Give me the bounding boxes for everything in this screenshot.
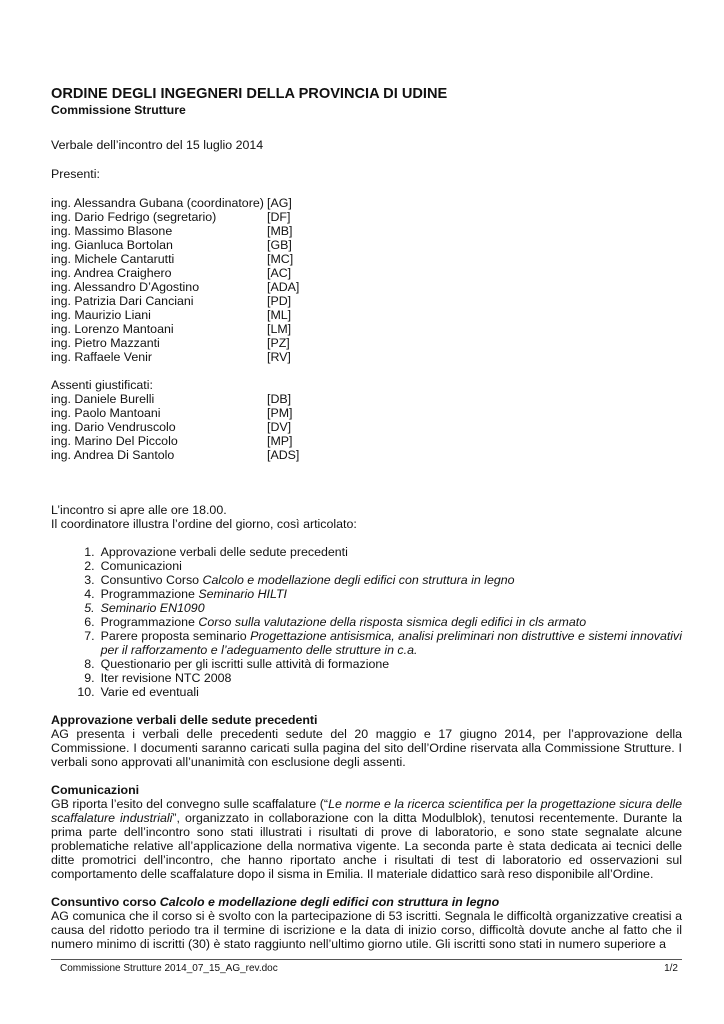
present-name: ing. Michele Cantarutti [51, 252, 175, 266]
present-row [51, 294, 682, 308]
agenda-item-plain: Approvazione verbali delle sedute precedenti [100, 545, 348, 559]
agenda-item-plain: Consuntivo Corso [100, 573, 203, 587]
present-name: ing. Andrea Craighero [51, 266, 172, 280]
agenda-item-number: 3. [84, 573, 95, 587]
present-row [51, 280, 682, 294]
absent-code: [ADS] [267, 448, 300, 462]
agenda-item [51, 587, 682, 601]
present-code: [AC] [267, 266, 292, 280]
agenda-item-number: 9. [84, 671, 95, 685]
present-row [51, 322, 682, 336]
agenda-item-number: 7. [84, 629, 95, 643]
absent-name: ing. Andrea Di Santolo [51, 448, 175, 462]
agenda-item-plain: Questionario per gli iscritti sulle attività di formazione [100, 657, 390, 671]
agenda-item-number: 8. [84, 657, 95, 671]
footer-filename: Commissione Strutture 2014_07_15_AG_rev.doc [60, 963, 278, 974]
agenda-item-italic: Progettazione antisismica, analisi preliminari non distruttive e sistemi innovativi per il rafforzamento e l’adeguamento delle strutture in c.a. [100, 629, 682, 657]
agenda-item-italic: Seminario HILTI [198, 587, 287, 601]
agenda-item-number: 10. [77, 685, 95, 699]
present-row [51, 336, 682, 350]
section-text-consuntivo: AG comunica che il corso si è svolto con la partecipazione di 53 iscritti. Segnala le difficoltà organizzative creatisi a causa del ridotto periodo tra il termine di iscrizione e la data di inizio corso, difficoltà dovute anche al fatto che il numero minimo di iscritti (30) è stato raggiunto nell’ultimo giorno utile. Gli iscritti sono stati in numero superiore a [51, 909, 682, 951]
agenda-list [51, 545, 682, 699]
footer-page-number: 1/2 [664, 963, 678, 974]
agenda-item-text [95, 657, 682, 671]
present-name: ing. Alessandra Gubana (coordinatore) [51, 196, 264, 210]
present-name: ing. Massimo Blasone [51, 224, 173, 238]
present-code: [MB] [267, 224, 293, 238]
agenda-item-plain: Iter revisione NTC 2008 [100, 671, 232, 685]
present-code: [MC] [267, 252, 294, 266]
opening-line-2: Il coordinatore illustra l’ordine del giorno, così articolato: [51, 517, 357, 531]
present-list [51, 196, 682, 364]
present-row [51, 308, 682, 322]
agenda-item [51, 559, 682, 573]
present-name: ing. Dario Fedrigo (segretario) [51, 210, 217, 224]
present-code: [AG] [267, 196, 292, 210]
absent-name: ing. Daniele Burelli [51, 392, 155, 406]
absent-name: ing. Paolo Mantoani [51, 406, 161, 420]
agenda-item-text [95, 545, 682, 559]
agenda-item-text [95, 559, 682, 573]
present-code: [DF] [267, 210, 291, 224]
section-text-approvazione: AG presenta i verbali delle precedenti sedute del 20 maggio e 17 giugno 2014, per l’approvazione della Commissione. I documenti saranno caricati sulla pagina del sito dell’Ordine riservata alla Commissione Strutture. I verbali sono approvati all’unanimità con esclusione degli assenti. [51, 727, 682, 769]
absent-name: ing. Dario Vendruscolo [51, 420, 176, 434]
agenda-item-text [95, 573, 682, 587]
agenda-item-number: 4. [84, 587, 95, 601]
absent-code: [MP] [267, 434, 293, 448]
agenda-item [51, 545, 682, 559]
consuntivo-title-plain: Consuntivo corso [51, 895, 160, 909]
comunicazioni-text-a: GB riporta l’esito del convegno sulle scaffalature (“ [51, 797, 329, 811]
section-title-approvazione: Approvazione verbali delle sedute precedenti [51, 713, 318, 727]
absent-name: ing. Marino Del Piccolo [51, 434, 178, 448]
present-name: ing. Raffaele Venir [51, 350, 153, 364]
meeting-date-line: Verbale dell’incontro del 15 luglio 2014 [51, 138, 264, 152]
absent-row [51, 434, 682, 448]
agenda-item-number: 5. [84, 601, 95, 615]
absent-row [51, 448, 682, 462]
present-name: ing. Maurizio Liani [51, 308, 151, 322]
absent-row [51, 406, 682, 420]
agenda-item [51, 615, 682, 629]
absent-list [51, 392, 682, 462]
present-code: [RV] [267, 350, 291, 364]
absent-code: [PM] [267, 406, 293, 420]
agenda-item-text [95, 615, 682, 629]
agenda-item-plain: Comunicazioni [100, 559, 182, 573]
agenda-item [51, 657, 682, 671]
agenda-item-number: 6. [84, 615, 95, 629]
section-text-comunicazioni [51, 797, 682, 881]
opening-line-1: L’incontro si apre alle ore 18.00. [51, 503, 227, 517]
present-label: Presenti: [51, 167, 100, 181]
agenda-item-plain: Programmazione [100, 615, 199, 629]
agenda-item-text [95, 587, 682, 601]
present-code: [LM] [267, 322, 292, 336]
agenda-item-plain: Varie ed eventuali [100, 685, 199, 699]
present-name: ing. Patrizia Dari Canciani [51, 294, 194, 308]
absent-code: [DB] [267, 392, 292, 406]
present-code: [ADA] [267, 280, 300, 294]
agenda-item [51, 601, 682, 615]
section-title-comunicazioni: Comunicazioni [51, 783, 140, 797]
agenda-item-plain: Parere proposta seminario [100, 629, 251, 643]
present-row [51, 252, 682, 266]
agenda-item-italic: Corso sulla valutazione della risposta sismica degli edifici in cls armato [198, 615, 587, 629]
document-body [51, 86, 682, 951]
agenda-item [51, 685, 682, 699]
agenda-item-text [95, 671, 682, 685]
agenda-item [51, 671, 682, 685]
agenda-item-italic: Seminario EN1090 [100, 601, 205, 615]
agenda-item-text [95, 601, 682, 615]
absent-code: [DV] [267, 420, 292, 434]
present-code: [GB] [267, 238, 292, 252]
present-name: ing. Lorenzo Mantoani [51, 322, 174, 336]
present-code: [ML] [267, 308, 292, 322]
present-name: ing. Pietro Mazzanti [51, 336, 160, 350]
present-name: ing. Alessandro D’Agostino [51, 280, 200, 294]
section-title-consuntivo [51, 895, 682, 909]
present-code: [PZ] [267, 336, 290, 350]
absent-row [51, 420, 682, 434]
absent-label: Assenti giustificati: [51, 378, 153, 392]
present-row [51, 224, 682, 238]
present-name: ing. Gianluca Bortolan [51, 238, 173, 252]
agenda-item-italic: Calcolo e modellazione degli edifici con struttura in legno [202, 573, 515, 587]
document-title: ORDINE DEGLI INGEGNERI DELLA PROVINCIA DI UDINE [51, 86, 448, 102]
present-row [51, 210, 682, 224]
consuntivo-title-italic: Calcolo e modellazione degli edifici con struttura in legno [159, 895, 500, 909]
present-row [51, 266, 682, 280]
agenda-item-number: 2. [84, 559, 95, 573]
document-subtitle: Commissione Strutture [51, 103, 186, 117]
present-row [51, 350, 682, 364]
agenda-item-number: 1. [84, 545, 95, 559]
agenda-item [51, 573, 682, 587]
absent-row [51, 392, 682, 406]
agenda-item-text [95, 685, 682, 699]
agenda-item [51, 629, 682, 657]
present-row [51, 238, 682, 252]
agenda-item-plain: Programmazione [100, 587, 199, 601]
present-code: [PD] [267, 294, 292, 308]
present-row [51, 196, 682, 210]
agenda-item-text [95, 629, 682, 657]
comunicazioni-text-b: ”, organizzato in collaborazione con la ditta Modulblok), tenutosi recentemente. Durante la prima parte dell’incontro sono stati illustrati i risultati di prove di laboratorio, e sono state segnalate alcune problematiche relative all’applicazione della normativa vigente. La seconda parte è stata dedicata ai tecnici delle ditte promotrici dell’incontro, che hanno riportato anche i risultati di test di laboratorio ed osservazioni sul comportamento delle scaffalature dopo il sisma in Emilia. Il materiale didattico sarà reso disponibile all’Ordine. [51, 811, 682, 881]
comunicazioni-text-italic: Le norme e la ricerca scientifica per la progettazione sicura delle scaffalature industriali [51, 797, 682, 825]
page-footer [51, 959, 682, 974]
